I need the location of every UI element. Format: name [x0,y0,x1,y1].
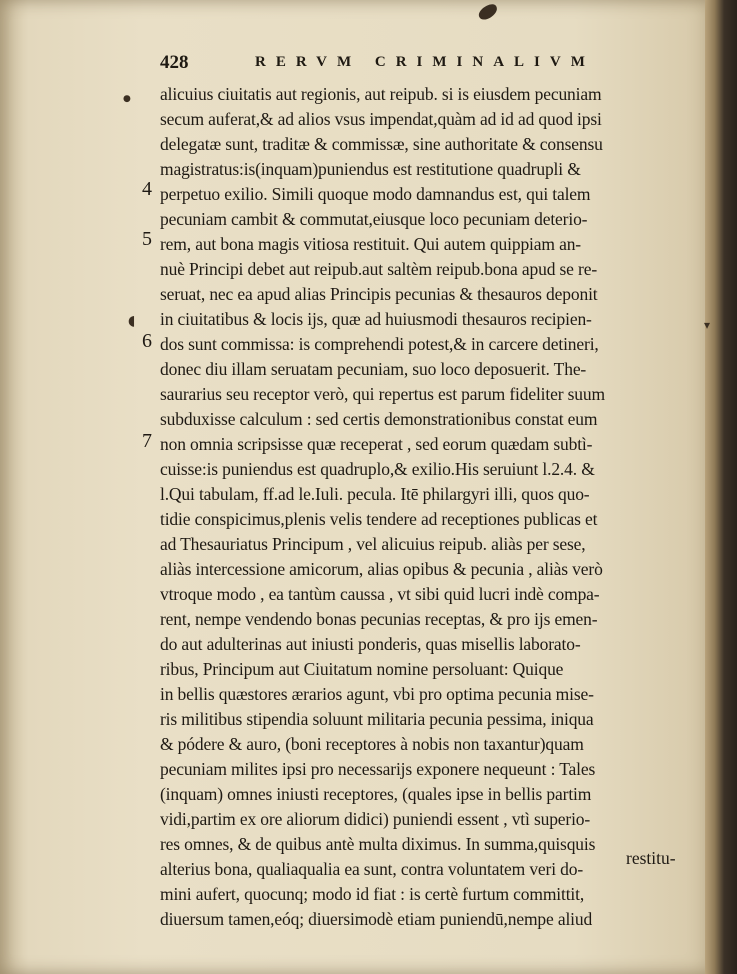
text-line: vidi,partim ex ore aliorum didici) puniendi essent , vtì superio- [160,809,591,829]
margin-number: 4 [142,178,152,200]
page-gutter-edge [705,0,737,974]
margin-number: 6 [142,330,152,352]
margin-number: 5 [142,228,152,250]
text-line: rent, nempe vendendo bonas pecunias receptas, & pro ijs emen- [160,609,598,629]
edge-mark: ▾ [704,318,711,332]
text-line: & pódere & auro, (boni receptores à nobis non taxantur)quam [160,734,584,754]
text-line: ad Thesauriatus Principum , vel alicuius reipub. aliàs per sese, [160,534,586,554]
text-line: subduxisse calculum : sed certis demonstrationibus constat eum [160,409,598,429]
text-line: cuisse:is puniendus est quadruplo,& exilio.His seruiunt l.2.4. & [160,459,595,479]
text-line: secum auferat,& ad alios vsus impendat,quàm ad id ad quod ipsi [160,109,602,129]
text-line: alicuius ciuitatis aut regionis, aut reipub. si is eiusdem pecuniam [160,84,602,104]
margin-dot-mark: ● [123,94,131,104]
text-line: saurarius seu receptor verò, qui repertus est parum fideliter suum [160,384,605,404]
text-line: perpetuo exilio. Simili quoque modo damnandus est, qui talem [160,184,591,204]
text-line: alterius bona, qualiaqualia ea sunt, contra voluntatem veri do- [160,859,584,879]
text-line: seruat, nec ea apud alias Principis pecunias & thesauros deponit [160,284,598,304]
text-line: vtroque modo , ea tantùm caussa , vt sibi quid lucri indè compa- [160,584,600,604]
text-line: diuersum tamen,eóq; diuersimodè etiam puniendū,nempe aliud [160,909,593,929]
text-line: (inquam) omnes iniusti receptores, (quales ipse in bellis partim [160,784,592,804]
text-line: delegatæ sunt, traditæ & commissæ, sine authoritate & consensu [160,134,603,154]
text-line: mini aufert, quocunq; modo id fiat : is certè furtum committit, [160,884,585,904]
text-line: non omnia scripsisse quæ receperat , sed eorum quædam subtì- [160,434,593,454]
text-line: pecuniam cambit & commutat,eiusque loco pecuniam deterio- [160,209,588,229]
text-line: pecuniam milites ipsi pro necessarijs exponere nequeunt : Tales [160,759,596,779]
page-number: 428 [160,52,189,73]
text-line: ris militibus stipendia soluunt militaria pecunia pessima, iniqua [160,709,594,729]
text-line: aliàs intercessione amicorum, alias opibus & pecunia , aliàs verò [160,559,603,579]
text-line: in ciuitatibus & locis ijs, quæ ad huiusmodi thesauros recipien- [160,309,592,329]
margin-number: 7 [142,430,152,452]
text-line: ribus, Principum aut Ciuitatum nomine persoluant: Quique [160,659,564,679]
text-line: do aut adulterinas aut iniusti ponderis, quas misellis laborato- [160,634,581,654]
text-line: magistratus:is(inquam)puniendus est restitutione quadrupli & [160,159,581,179]
text-line: donec diu illam seruatam pecuniam, suo loco deposuerit. The- [160,359,587,379]
text-line: l.Qui tabulam, ff.ad le.Iuli. pecula. Itē philargyri illi, quos quo- [160,484,590,504]
text-line: nuè Principi debet aut reipub.aut saltèm reipub.bona apud se re- [160,259,597,279]
page-header [160,52,630,78]
catchword: restitu- [626,848,676,868]
text-line: in bellis quæstores ærarios agunt, vbi pro optima pecunia mise- [160,684,594,704]
text-line: res omnes, & de quibus antè multa diximus. In summa,quisquis [160,834,596,854]
running-head: RERVM CRIMINALIVM [255,54,595,70]
text-line: tidie conspicimus,plenis velis tendere ad receptiones publicas et [160,509,598,529]
text-line: rem, aut bona magis vitiosa restituit. Qui autem quippiam an- [160,234,581,254]
margin-bracket-mark: ◖ [128,313,136,329]
text-line: dos sunt commissa: is comprehendi potest,& in carcere detineri, [160,334,599,354]
